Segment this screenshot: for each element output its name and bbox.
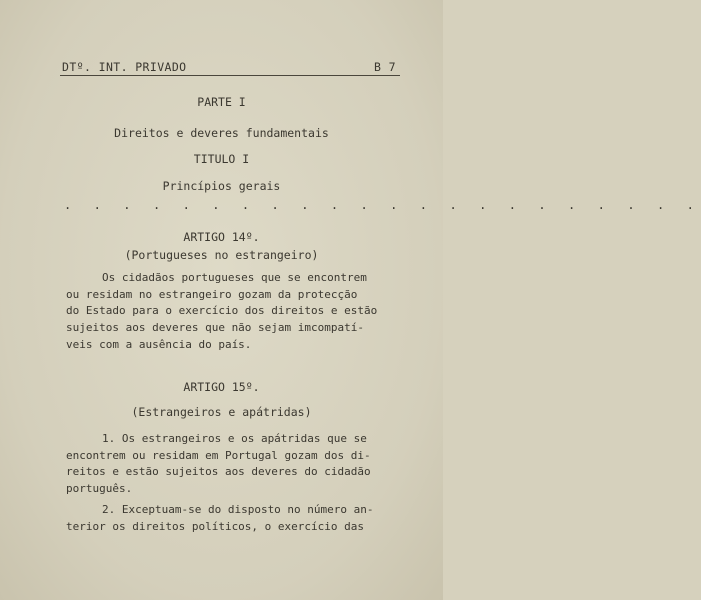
header-page-number: B 7	[374, 60, 396, 74]
text-line: terior os direitos políticos, o exercício das	[66, 519, 365, 533]
text-line: reitos e estão sujeitos aos deveres do cidadão	[66, 465, 371, 479]
text-line: sujeitos aos deveres que não sejam imcompatí-	[66, 321, 365, 335]
text-line: encontrem ou residam em Portugal gozam dos di-	[66, 448, 371, 462]
article-14-text	[66, 270, 396, 354]
text-line: ou residam no estrangeiro gozam da protecção	[66, 287, 358, 301]
part-heading: PARTE I	[197, 95, 246, 109]
article-15-subtitle: (Estrangeiros e apátridas)	[131, 405, 312, 419]
title-heading: TITULO I	[193, 152, 250, 166]
header-course: DTº. INT. PRIVADO	[62, 60, 187, 74]
article-14-subtitle: (Portugueses no estrangeiro)	[124, 248, 319, 262]
article-15-text	[66, 431, 396, 535]
text-line: veis com a ausência do país.	[66, 337, 252, 351]
part-title: Direitos e deveres fundamentais	[114, 126, 329, 140]
text-line: Os cidadãos portugueses que se encontrem	[102, 271, 367, 284]
text-line: 2. Exceptuam-se do disposto no número an-	[102, 502, 374, 516]
dotted-separator: . . . . . . . . . . . . . . . . . . . . . .	[64, 198, 701, 212]
text-line: 1. Os estrangeiros e os apátridas que se	[102, 432, 367, 445]
article-15-heading: ARTIGO 15º.	[183, 380, 260, 394]
title-subtitle: Princípios gerais	[162, 179, 281, 193]
header-rule	[60, 75, 400, 76]
article-14-heading: ARTIGO 14º.	[183, 230, 260, 244]
text-line: do Estado para o exercício dos direitos e estão	[66, 304, 378, 318]
text-line: português.	[66, 482, 133, 496]
